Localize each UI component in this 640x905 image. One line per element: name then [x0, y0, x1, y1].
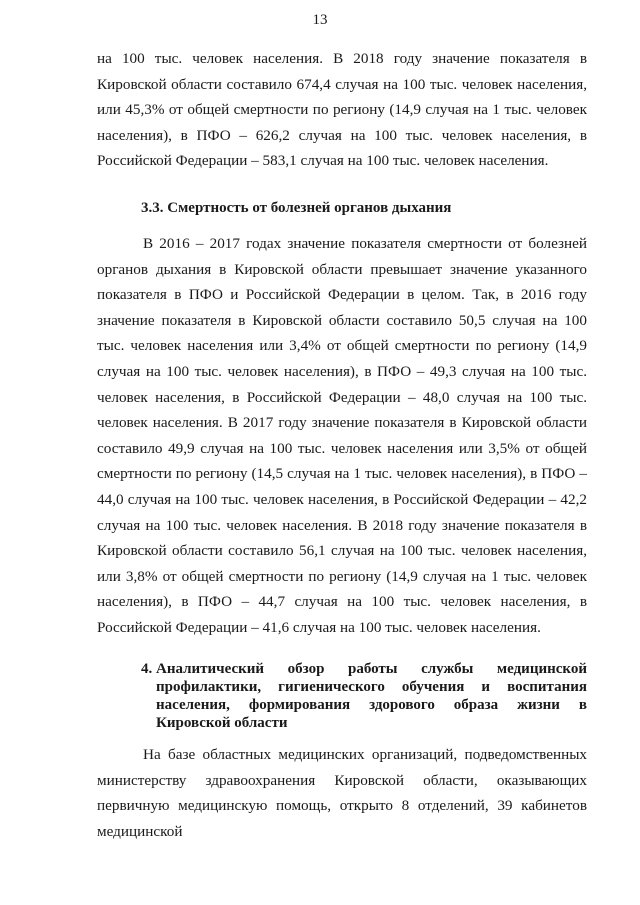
section-heading-4-number: 4. — [141, 661, 153, 677]
paragraph-medical-prevention: На базе областных медицинских организаций, подведомственных министерству здравоохранения Кировской области, оказывающих первичную медицинскую помощь, открыто 8 отделений, 39 кабинетов медицинской — [97, 746, 587, 840]
paragraph-respiratory-mortality: В 2016 – 2017 годах значение показателя смертности от болезней органов дыхания в Кировской области превышает значение указанного показателя в ПФО и Российской Федерации в целом. Так, в 2016 году значение показателя в Кировской области составило 50,5 случая на 100 тыс. человек населения или 3,4% от общей смертности по региону (14,9 случая на 100 тыс. человек населения), в ПФО – 49,3 случая на 100 тыс. человек населения, в Российской Федерации – 48,0 случая на 100 тыс. человек населения. В 2017 году значение показателя в Кировской области составило 49,9 случая на 100 тыс. человек населения или 3,5% от общей смертности по региону (14,5 случая на 1 тыс. человек населения), в ПФО – 44,0 случая на 100 тыс. человек населения, в Российской Федерации – 42,2 случая на 100 тыс. человек населения. В 2018 году значение показателя в Кировской области составило 56,1 случая на 100 тыс. человек населения, или 3,8% от общей смертности по региону (14,9 случая на 1 тыс. человек населения), в ПФО – 44,7 случая на 100 тыс. человек населения, в Российской Федерации – 41,6 случая на 100 тыс. человек населения. — [97, 235, 587, 636]
section-heading-4 — [141, 660, 587, 732]
section-heading-4-text: Аналитический обзор работы службы медицинской профилактики, гигиенического обучения и воспитания населения, формирования здорового образа жизни в Кировской области — [156, 661, 587, 731]
page-number: 13 — [312, 12, 328, 28]
paragraph-mortality-continued: на 100 тыс. человек населения. В 2018 году значение показателя в Кировской области составило 674,4 случая на 100 тыс. человек населения, или 45,3% от общей смертности по региону (14,9 случая на 1 тыс. человек населения), в ПФО – 626,2 случая на 100 тыс. человек населения, в Российской Федерации – 583,1 случая на 100 тыс. человек населения. — [97, 50, 587, 170]
section-heading-3-3: 3.3. Смертность от болезней органов дыхания — [141, 200, 452, 216]
